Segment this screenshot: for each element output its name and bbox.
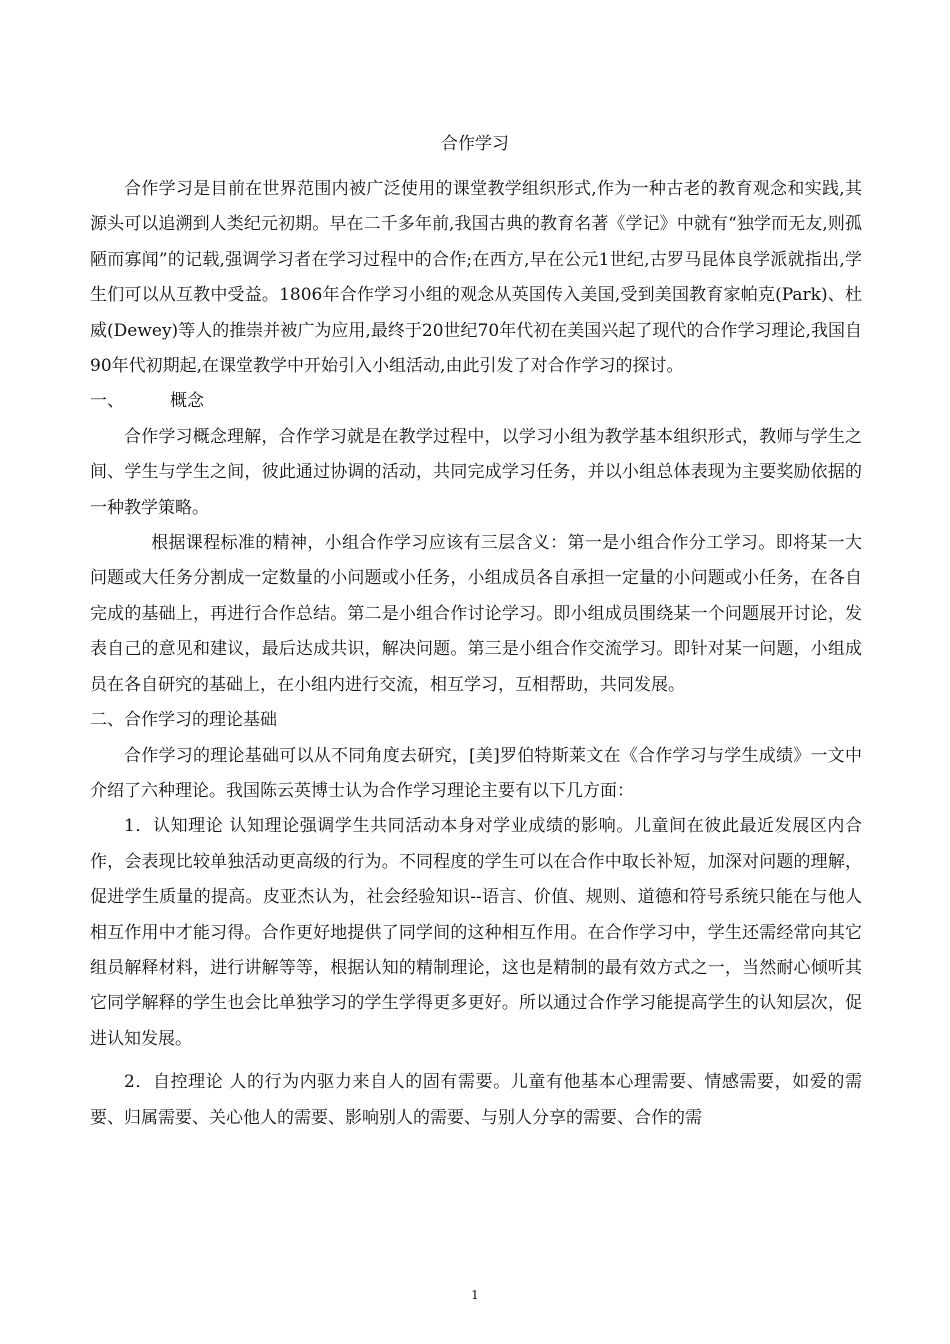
self-control-theory-paragraph: 2．自控理论 人的行为内驱力来自人的固有需要。儿童有他基本心理需要、情感需要，如爱的需要、归属需要、关心他人的需要、影响别人的需要、与别人分享的需要、合作的需	[90, 1072, 862, 1128]
section-heading-concept	[90, 384, 862, 419]
theory-intro-paragraph: 合作学习的理论基础可以从不同角度去研究，[美]罗伯特斯莱文在《合作学习与学生成绩》一文中介绍了六种理论。我国陈云英博士认为合作学习理论主要有以下几方面：	[90, 745, 862, 801]
concept-paragraph: 合作学习概念理解，合作学习就是在教学过程中，以学习小组为教学基本组织形式，教师与学生之间、学生与学生之间，彼此通过协调的活动，共同完成学习任务，并以小组总体表现为主要奖励依据的一种教学策略。	[90, 426, 862, 518]
cognitive-theory-paragraph: 1．认知理论 认知理论强调学生共同活动本身对学业成绩的影响。儿童间在彼此最近发展区内合作，会表现比较单独活动更高级的行为。不同程度的学生可以在合作中取长补短，加深对问题的理解，促进学生质量的提高。皮亚杰认为，社会经验知识--语言、价值、规则、道德和符号系统只能在与他人相互作用中才能习得。合作更好地提供了同学间的这种相互作用。在合作学习中，学生还需经常向其它组员解释材料，进行讲解等等，根据认知的精制理论，这也是精制的最有效方式之一，当然耐心倾听其它同学解释的学生也会比单独学习的学生学得更多更好。所以通过合作学习能提高学生的认知层次，促进认知发展。	[90, 816, 862, 1049]
section-title: 概念	[170, 391, 204, 412]
page-number: 1	[471, 1288, 479, 1302]
document-title: 合作学习	[441, 134, 509, 154]
section-heading-theory: 二、合作学习的理论基础	[90, 710, 277, 731]
document-body	[90, 172, 862, 1136]
section-number: 一、	[90, 391, 124, 412]
intro-paragraph: 合作学习是目前在世界范围内被广泛使用的课堂教学组织形式,作为一种古老的教育观念和实践,其源头可以追溯到人类纪元初期。早在二千多年前,我国古典的教育名著《学记》中就有“独学而无友,则孤陋而寡闻”的记载,强调学习者在学习过程中的合作;在西方,早在公元1世纪,古罗马昆体良学派就指出,学生们可以从互教中受益。1806年合作学习小组的观念从英国传入美国,受到美国教育家帕克(Park)、杜威(Dewey)等人的推崇并被广为应用,最终于20世纪70年代初在美国兴起了现代的合作学习理论,我国自90年代初期起,在课堂教学中开始引入小组活动,由此引发了对合作学习的探讨。	[90, 179, 862, 377]
concept-meaning-paragraph: 根据课程标准的精神，小组合作学习应该有三层含义：第一是小组合作分工学习。即将某一大问题或大任务分割成一定数量的小问题或小任务，小组成员各自承担一定量的小问题或小任务，在各自完成的基础上，再进行合作总结。第二是小组合作讨论学习。即小组成员围绕某一个问题展开讨论，发表自己的意见和建议，最后达成共识，解决问题。第三是小组合作交流学习。即针对某一问题，小组成员在各自研究的基础上，在小组内进行交流，相互学习，互相帮助，共同发展。	[90, 533, 862, 695]
